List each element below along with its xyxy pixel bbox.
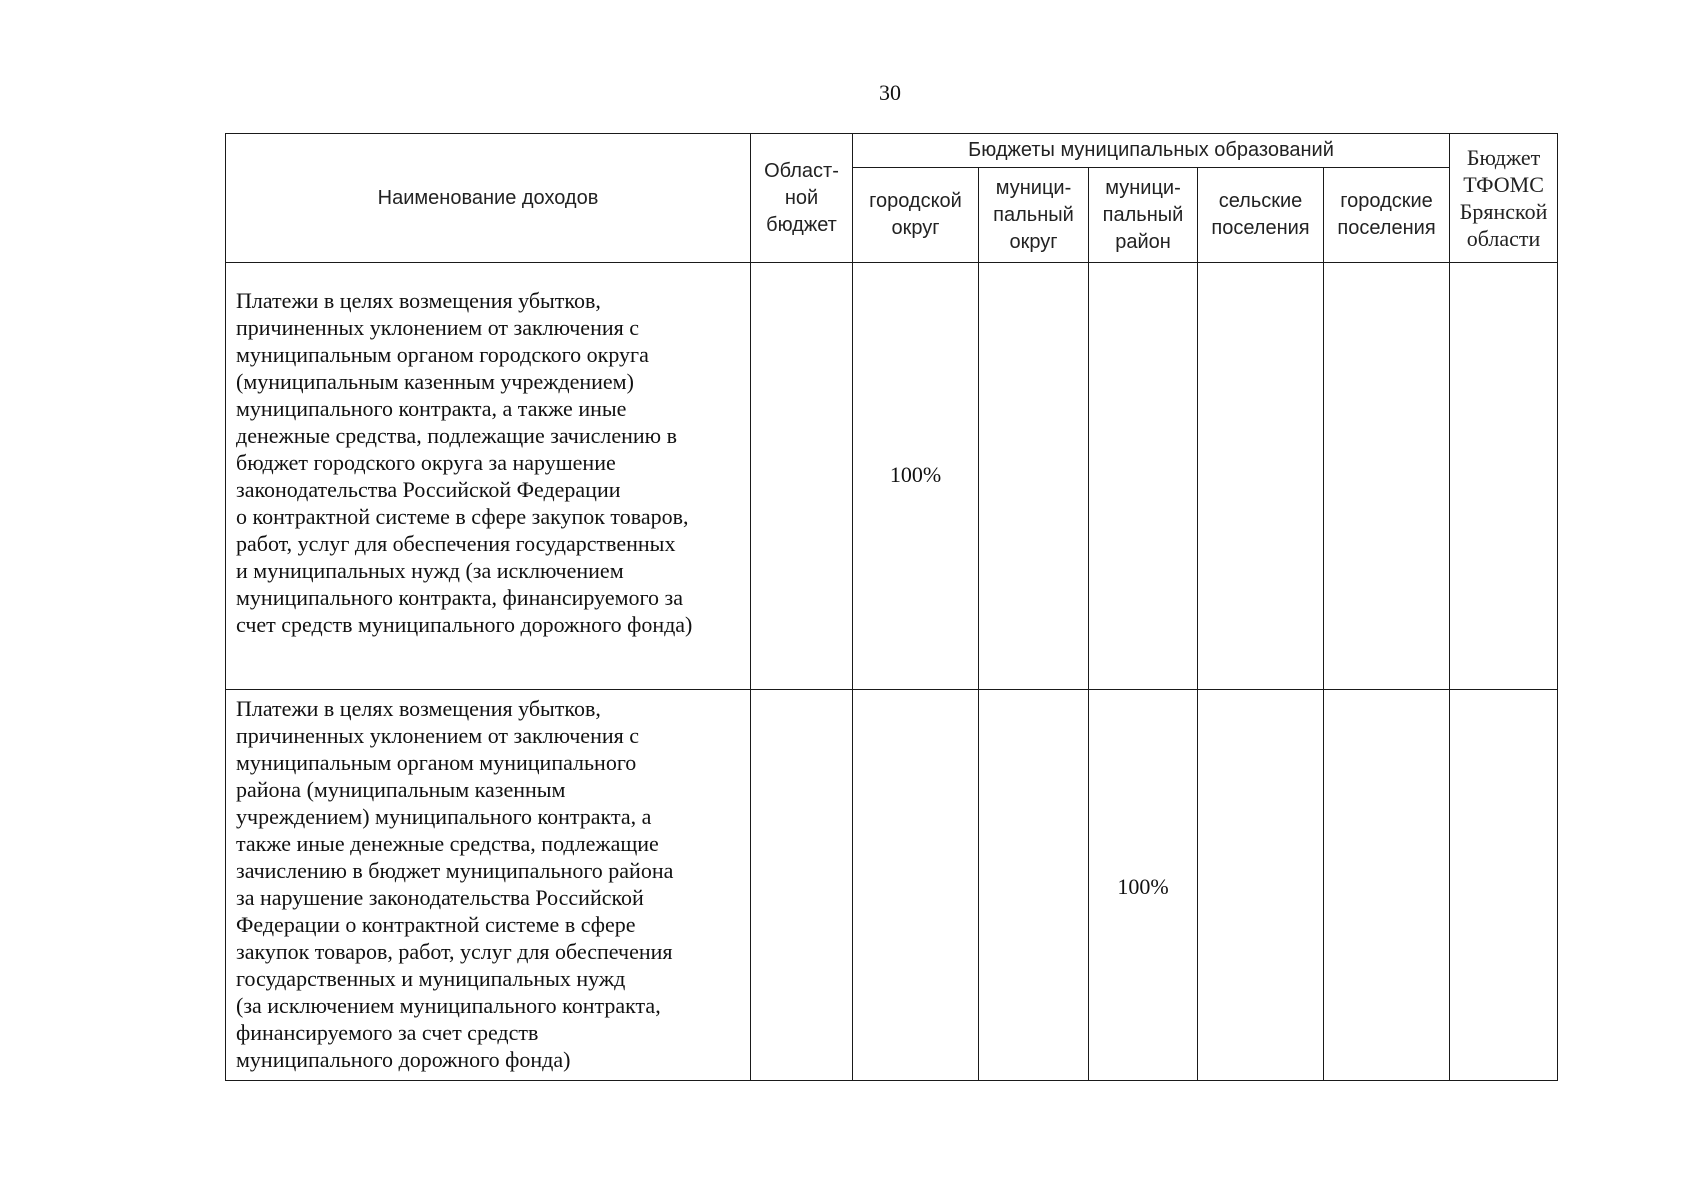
urban-settlements-share <box>1324 690 1450 1081</box>
page-number: 30 <box>879 80 901 105</box>
municipal-district-share <box>1089 263 1198 690</box>
table-row <box>226 263 1558 690</box>
regional-budget-share <box>751 690 853 1081</box>
header-revenue-name: Наименование доходов <box>226 134 751 263</box>
tfoms-share <box>1450 690 1558 1081</box>
urban-settlements-share <box>1324 263 1450 690</box>
tfoms-share <box>1450 263 1558 690</box>
city-district-share: 100% <box>853 263 979 690</box>
header-rural-settlements: сельские поселения <box>1198 168 1324 263</box>
header-municipal-district: муници- пальный район <box>1089 168 1198 263</box>
rural-settlements-share <box>1198 263 1324 690</box>
header-tfoms-budget: Бюджет ТФОМС Брянской области <box>1450 134 1558 263</box>
revenue-distribution-table <box>225 133 1558 1081</box>
municipal-okrug-share <box>979 263 1089 690</box>
header-municipal-okrug: муници- пальный округ <box>979 168 1089 263</box>
header-row-group <box>226 134 1558 168</box>
rural-settlements-share <box>1198 690 1324 1081</box>
table-row <box>226 690 1558 1081</box>
header-municipal-budgets: Бюджеты муниципальных образований <box>853 134 1450 168</box>
header-urban-settlements: городские поселения <box>1324 168 1450 263</box>
municipal-okrug-share <box>979 690 1089 1081</box>
city-district-share <box>853 690 979 1081</box>
revenue-description: Платежи в целях возмещения убытков, причиненных уклонением от заключения с муниципальным органом муниципального района (муниципальным казенным учреждением) муниципального контракта, а также иные денежные средства, подлежащие зачислению в бюджет муниципального района за нарушение законодательства Российской Федерации о контрактной системе в сфере закупок товаров, работ, услуг для обеспечения государственных и муниципальных нужд (за исключением муниципального контракта, финансируемого за счет средств муниципального дорожного фонда) <box>226 690 751 1081</box>
header-city-district: городской округ <box>853 168 979 263</box>
municipal-district-share: 100% <box>1089 690 1198 1081</box>
header-regional-budget: Област- ной бюджет <box>751 134 853 263</box>
revenue-description: Платежи в целях возмещения убытков, причиненных уклонением от заключения с муниципальным органом городского округа (муниципальным казенным учреждением) муниципального контракта, а также иные денежные средства, подлежащие зачислению в бюджет городского округа за нарушение законодательства Российской Федерации о контрактной системе в сфере закупок товаров, работ, услуг для обеспечения государственных и муниципальных нужд (за исключением муниципального контракта, финансируемого за счет средств муниципального дорожного фонда) <box>226 263 751 690</box>
regional-budget-share <box>751 263 853 690</box>
